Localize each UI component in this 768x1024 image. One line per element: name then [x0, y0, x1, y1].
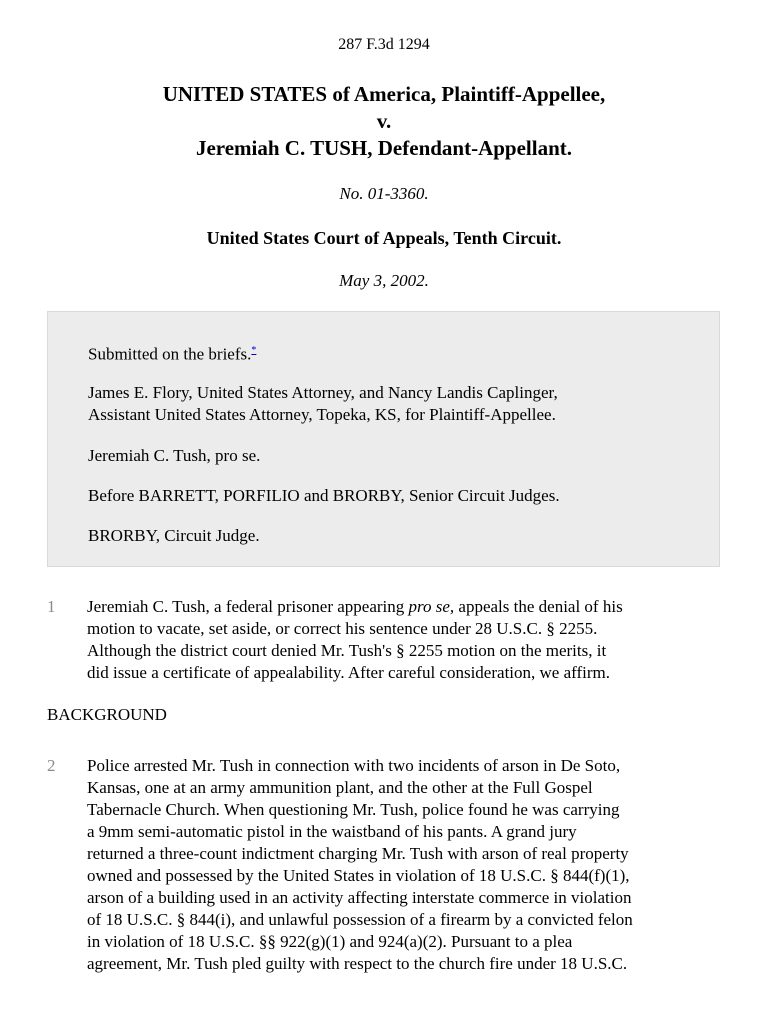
paragraph-number: 1 — [47, 597, 56, 616]
submitted-text: Submitted on the briefs. — [88, 344, 252, 364]
counsel-appellee-line: Assistant United States Attorney, Topeka, KS, for Plaintiff-Appellee. — [88, 405, 556, 424]
caption-plaintiff: UNITED STATES of America, Plaintiff-Appellee, — [162, 82, 606, 106]
paragraph-line: a 9mm semi-automatic pistol in the waistband of his pants. A grand jury — [87, 822, 577, 841]
counsel-appellee — [88, 382, 558, 426]
paragraph-text — [87, 596, 727, 684]
paragraph-line: of 18 U.S.C. § 844(i), and unlawful possession of a firearm by a convicted felon — [87, 910, 633, 929]
paragraph-line: Kansas, one at an army ammunition plant, and the other at the Full Gospel — [87, 778, 593, 797]
footnote-link[interactable]: * — [251, 345, 257, 356]
caption-versus: v. — [376, 109, 392, 133]
paragraph-line-text: Jeremiah C. Tush, a federal prisoner appearing — [87, 597, 409, 616]
paragraph-line: in violation of 18 U.S.C. §§ 922(g)(1) and 924(a)(2). Pursuant to a plea — [87, 932, 573, 951]
opinion-author: BRORBY, Circuit Judge. — [88, 526, 260, 545]
paragraph-text — [87, 755, 727, 975]
submitted-line — [88, 340, 256, 366]
counsel-appellee-line: James E. Flory, United States Attorney, and Nancy Landis Caplinger, — [88, 383, 558, 402]
paragraph-line-text: appeals the denial of his — [454, 597, 623, 616]
paragraph-line: did issue a certificate of appealability. After careful consideration, we affirm. — [87, 663, 610, 682]
paragraph-line — [87, 596, 727, 618]
paragraph-number: 2 — [47, 756, 56, 775]
court-name: United States Court of Appeals, Tenth Circuit. — [206, 228, 562, 248]
paragraph-line: motion to vacate, set aside, or correct his sentence under 28 U.S.C. § 2255. — [87, 619, 598, 638]
paragraph-line: agreement, Mr. Tush pled guilty with respect to the church fire under 18 U.S.C. — [87, 954, 628, 973]
paragraph-line: Although the district court denied Mr. Tush's § 2255 motion on the merits, it — [87, 641, 607, 660]
paragraph-line: arson of a building used in an activity affecting interstate commerce in violation — [87, 888, 632, 907]
case-citation: 287 F.3d 1294 — [338, 36, 430, 53]
panel-judges: Before BARRETT, PORFILIO and BRORBY, Senior Circuit Judges. — [88, 486, 560, 505]
paragraph-line: Police arrested Mr. Tush in connection with two incidents of arson in De Soto, — [87, 756, 621, 775]
docket-number: No. 01-3360. — [339, 184, 429, 203]
section-heading: BACKGROUND — [47, 705, 167, 724]
caption-defendant: Jeremiah C. TUSH, Defendant-Appellant. — [195, 136, 573, 160]
pro-se-italic: pro se, — [408, 597, 455, 616]
decision-date: May 3, 2002. — [339, 271, 429, 290]
case-header-box — [47, 311, 720, 567]
counsel-appellant: Jeremiah C. Tush, pro se. — [88, 446, 261, 465]
paragraph-line: returned a three-count indictment charging Mr. Tush with arson of real property — [87, 844, 629, 863]
paragraph-line: Tabernacle Church. When questioning Mr. Tush, police found he was carrying — [87, 800, 620, 819]
case-caption — [0, 81, 768, 162]
paragraph-line: owned and possessed by the United States in violation of 18 U.S.C. § 844(f)(1), — [87, 866, 630, 885]
